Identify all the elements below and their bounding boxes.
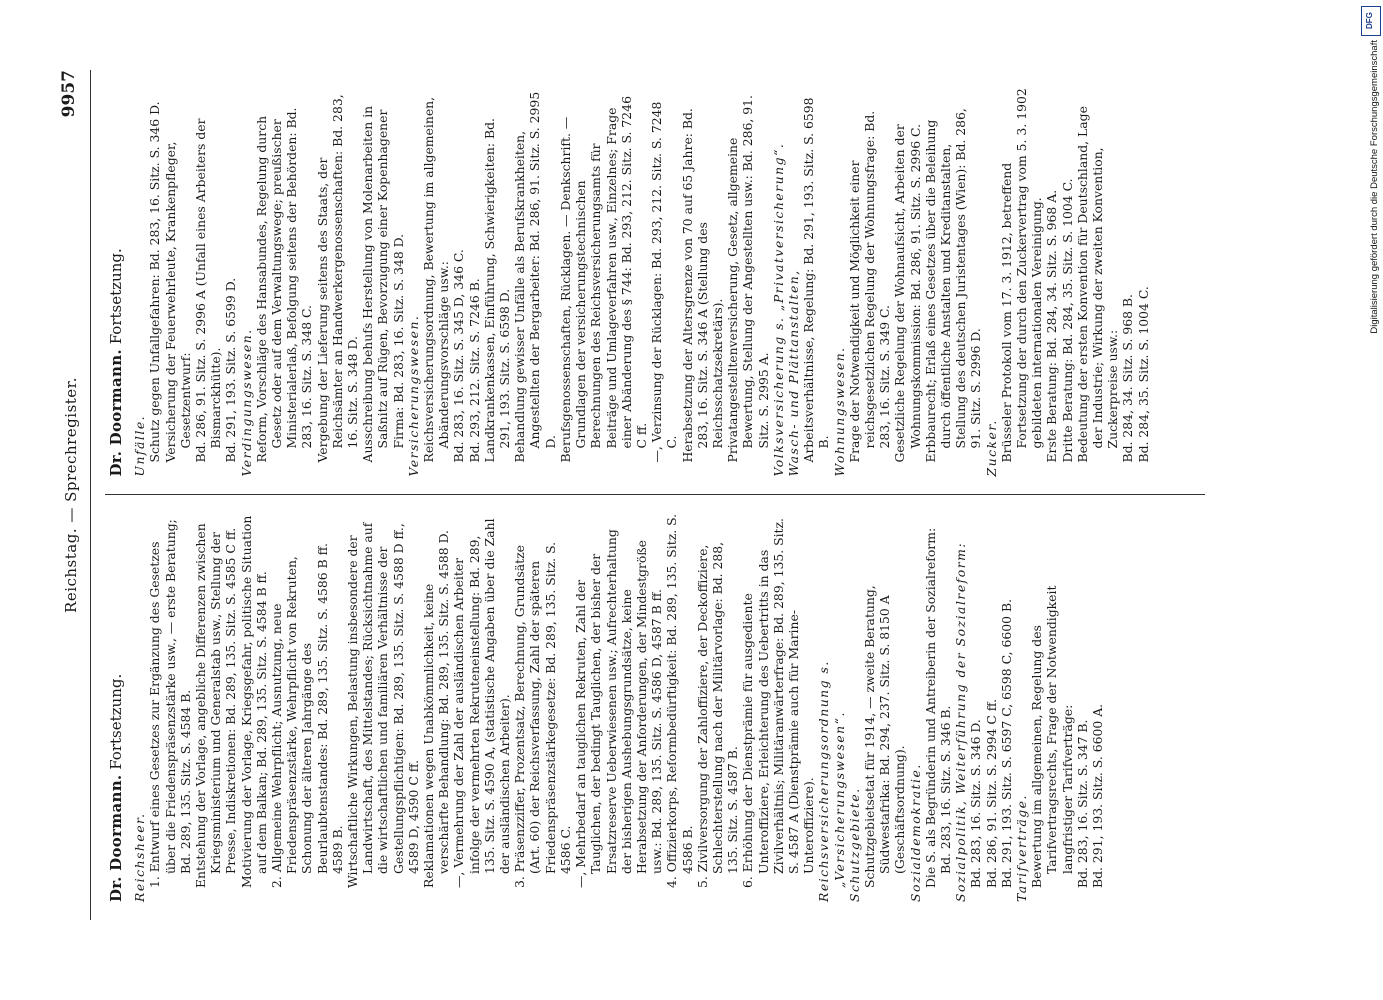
- index-entry: 2. Allgemeine Wehrpflicht; Ausnutzung, neue Friedenspräsenzstärke, Wehrpflicht von Rekruten, Schonung der älteren Jahrgänge des Beurlaubtenstandes: Bd. 289, 135. Sitz. S. 4586 B ff. 4589 B.: [269, 543, 345, 888]
- index-entry: Bewertung im allgemeinen, Regelung des Tarifvertragsrechts, Frage der Notwendigkeit langfristiger Tarifverträge:: [1029, 585, 1075, 888]
- index-entry: Berufsgenossenschaften, Rücklagen. — Denkschrift. — Grundlagen der versicherungstechnischen Berechnungen des Reichsversicherungsamts für Beiträge und Umlageverfahren usw., Einzelnes; Frage einer Abänderung des § 744: Bd. 293, 212. Sitz. S. 7246 C ff.: [557, 96, 649, 463]
- index-entry: Frage der Notwendigkeit und Möglichkeit einer reichsgesetzlichen Regelung der Wohnungsfrage: Bd. 283, 16. Sitz. S. 349 C.: [846, 110, 893, 463]
- running-title: Reichstag. — Sprechregister.: [62, 377, 80, 613]
- index-entry: Reform, Vorschläge des Hansabundes, Regelung durch Gesetz oder auf dem Verwaltungswege; preußischer Ministerialerlaß, Befolgung seitens der Behörden: Bd. 283, 16. Sitz. S. 348 C.: [253, 107, 315, 463]
- page-number: 9957: [59, 70, 79, 118]
- index-entry: Bd. 284, 34. Sitz. S. 968 B.: [1120, 294, 1136, 463]
- index-entry: —, Vermehrung der Zahl der ausländischen Arbeiter infolge der vermehrten Rekruteneinstellung: Bd. 289, 135. Sitz. S. 4590 A, (statistische Angaben über die Zahl der ausländischen Arbeiter).: [451, 518, 513, 888]
- index-entry: Gesetzliche Regelung der Wohnaufsicht, Arbeiten der Wohnungskommission: Bd. 286, 91. Sitz. S. 2996 C.: [892, 123, 923, 463]
- index-entry: Schutzgebietsetat für 1914, — zweite Beratung, Südwestafrika: Bd. 294, 237. Sitz. S. 8150 A (Geschäftsordnung).: [861, 585, 908, 888]
- right-column: [105, 70, 1205, 496]
- speaker-name: Dr. Doormann.: [107, 774, 125, 902]
- index-entry: —, Mehrbedarf an tauglichen Rekruten, Zahl der Tauglichen, der bedingt Tauglichen, der bisher der Ersatzreserve Ueberwiesenen usw.; Aufrechterhaltung der bisherigen Aushebungsgrundsätze, keine Herabsetzung der Anforderungen, der Mindestgröße usw.: Bd. 289, 135. Sitz. S. 4586 D, 4587 B ff.: [573, 529, 665, 888]
- index-entry: Arbeitsverhältnisse, Regelung: Bd. 291, 193. Sitz. S. 6598 B.: [801, 97, 832, 463]
- index-entry: Bd. 286, 91. Sitz. S. 2994 C ff.: [983, 698, 999, 888]
- index-heading: Versicherungswesen.: [405, 314, 421, 477]
- index-heading: Sozialdemokratie.: [907, 763, 923, 902]
- digitization-sidebar: [1359, 0, 1383, 1000]
- continuation-label: Fortsetzung.: [107, 673, 125, 770]
- index-entry: Bd. 283, 16. Sitz. S. 345 D, 346 C.: [451, 249, 467, 463]
- index-entry: Bedeutung der ersten Konvention für Deutschland, Lage der Industrie; Wirkung der zweiten Konvention, Zuckerpreise usw.:: [1074, 106, 1121, 463]
- index-entry: Versicherung der Feuerwehrleute, Krankenpfleger, Gesetzentwurf:: [162, 141, 193, 463]
- index-heading: Unfälle.: [132, 414, 148, 477]
- index-entry: Herabsetzung der Altersgrenze von 70 auf 65 Jahre: Bd. 283, 16. Sitz. S. 346 A (Stellung des Reichsschatzsekretärs).: [679, 108, 725, 463]
- continuation-label: Fortsetzung.: [107, 248, 125, 345]
- index-entry: Dritte Beratung: Bd. 284, 35. Sitz. S. 1004 C.: [1059, 178, 1075, 463]
- column-heading: [109, 88, 124, 477]
- index-entry: 1. Entwurf eines Gesetzes zur Ergänzung des Gesetzes über die Friedenspräsenzstärke usw., — erste Beratung; Bd. 289, 135. Sitz. S. 4584 B.: [147, 519, 193, 888]
- index-entry: 5. Zivilversorgung der Zahloffiziere, der Deckoffiziere, Schlechterstellung nach der Militärvorlage: Bd. 288, 135. Sitz. S. 4587 B.: [694, 541, 741, 888]
- index-entry: Bd. 286, 91. Sitz. S. 2996 A (Unfall eines Arbeiters der Bismarckhütte).: [193, 118, 224, 463]
- index-entry: Bd. 291, 193. Sitz. S. 6600 A.: [1090, 703, 1105, 888]
- index-entry: Reichsversicherungsordnung, Bewertung im allgemeinen, Abänderungsvorschläge usw.:: [421, 96, 452, 463]
- index-heading: Reichsheer.: [132, 812, 148, 902]
- index-entry: Bd. 293, 212. Sitz. S. 7246 B.: [466, 278, 482, 463]
- index-heading: Wasch- und Plättanstalten,: [785, 269, 801, 477]
- index-entry: Schutz gegen Unfallgefahren: Bd. 283, 16. Sitz. S. 346 D.: [147, 101, 163, 463]
- column-heading: [109, 514, 124, 903]
- index-entry: Wirtschaftliche Wirkungen, Belastung insbesondere der Landwirtschaft, des Mittelstandes; Rücksichtnahme auf die wirtschaftlichen und familiären Verhältnisse der Gestellungspflichtigen: Bd. 289, 135. Sitz. S. 4588 D ff., 4589 D, 4590 C ff.: [345, 522, 421, 888]
- index-entry: Motivierung der Vorlage, Kriegsgefahr, politische Situation auf dem Balkan; Bd. 289, 135. Sitz. S. 4584 B ff.: [238, 515, 269, 888]
- page-header: [60, 70, 91, 920]
- index-entry: Bd. 283, 16. Sitz. S. 347 B.: [1074, 719, 1090, 888]
- speaker-name: Dr. Doormann.: [107, 349, 125, 477]
- two-columns: [105, 70, 1205, 920]
- index-entry: Landkrankenkassen, Einführung, Schwierigkeiten: Bd. 291, 193. Sitz. S. 6598 D.: [481, 118, 513, 463]
- index-heading: Verdingungswesen.: [238, 328, 254, 477]
- index-entry: 4. Offizierkorps, Reformbedürftigkeit: Bd. 289, 135. Sitz. S. 4586 B.: [664, 513, 695, 888]
- dfg-credit: Digitalisierung gefördert durch die Deutsche Forschungsgemeinschaft: [1369, 40, 1380, 334]
- index-entry: Die S. als Begründerin und Antreiberin der Sozialreform: Bd. 283, 16. Sitz. S. 346 B.: [922, 527, 953, 888]
- index-entry: Entstehung der Vorlage, angebliche Differenzen zwischen Kriegsministerium und Generalstab usw., Stellung der Presse, Indiskretionen: Bd. 289, 135. Sitz. S. 4585 C ff.: [193, 523, 239, 888]
- index-heading: Reichsversicherungsordnung s. „Versicherungswesen“.: [816, 660, 847, 902]
- index-entry: Privatangestelltenversicherung, Gesetz, allgemeine Bewertung, Stellung der Angestellten usw.: Bd. 286, 91. Sitz. S. 2995 A.: [725, 95, 771, 463]
- index-heading: Wohnungswesen.: [831, 346, 847, 477]
- index-entry: Brüsseler Protokoll vom 17. 3. 1912, betreffend Fortsetzung der durch den Zuckervertrag vom 5. 3. 1902 gebildeten internationalen Vereinigung.: [998, 88, 1045, 463]
- index-entry: Bd. 291, 193. Sitz. S. 6597 C, 6598 C, 6600 B.: [998, 598, 1014, 888]
- index-heading: Volksversicherung s. „Privatversicherung“.: [770, 142, 786, 477]
- index-entry: —, Verzinsung der Rücklagen: Bd. 293, 212. Sitz. S. 7248 C.: [649, 101, 680, 463]
- index-entry: Reklamationen wegen Unabkömmlichkeit, keine verschärfte Behandlung: Bd. 289, 135. Sitz. S. 4588 D.: [421, 530, 452, 888]
- index-entry: Behandlung gewisser Unfälle als Berufskrankheiten, Angestellten der Bergarbeiter: Bd. 286, 91. Sitz. S. 2995 D.: [512, 91, 558, 463]
- index-entry: Ausschreibung behufs Herstellung von Molenarbeiten in Saßnitz auf Rügen, Bevorzugung einer Kopenhagener Firma: Bd. 283, 16. Sitz. S. 348 D.: [360, 105, 406, 463]
- index-heading: Sozialpolitik, Weiterführung der Sozialreform:: [953, 541, 969, 902]
- index-entry: Erste Beratung: Bd. 284, 34. Sitz. S. 968 A.: [1044, 189, 1060, 463]
- index-heading: Zucker.: [983, 419, 999, 477]
- index-entry: Erbbaurecht; Erlaß eines Gesetzes über die Beleihung durch öffentliche Anstalten und Kreditanstalten, Stellung des deutschen Juristentages (Wien): Bd. 286, 91. Sitz. S. 2996 D.: [922, 108, 984, 463]
- index-heading: Schutzgebiete.: [846, 787, 862, 902]
- index-entry: Bd. 291, 193. Sitz. S. 6599 D.: [223, 277, 239, 463]
- index-entry: 6. Erhöhung der Dienstprämie für ausgediente Unteroffiziere, Erleichterung des Uebertritts in das Zivilverhältnis; Militäranwärterfrage: Bd. 289, 135. Sitz. S. 4587 A (Dienstprämie auch für Marine-Unteroffiziere).: [740, 517, 817, 888]
- index-entry: Vergebung der Lieferung seitens des Staats, der Reichsämter an Handwerkergenossenschaften: Bd. 283, 16. Sitz. S. 348 D.: [314, 94, 361, 463]
- dfg-logo: DFG: [1361, 6, 1381, 36]
- index-entry: Bd. 284, 35. Sitz. S. 1004 C.: [1135, 286, 1151, 463]
- index-heading: Tarifverträge.: [1013, 794, 1029, 902]
- index-entry: 3. Präsenzziffer, Prozentsatz, Berechnung, Grundsätze (Art. 60) der Reichsverfassung, Zahl der späteren Friedenspräsenzstärkegesetze: Bd. 289, 135. Sitz. S. 4586 C.: [512, 541, 573, 888]
- index-entry: Bd. 283, 16. Sitz. S. 346 D.: [968, 719, 984, 888]
- left-column: [105, 496, 1205, 921]
